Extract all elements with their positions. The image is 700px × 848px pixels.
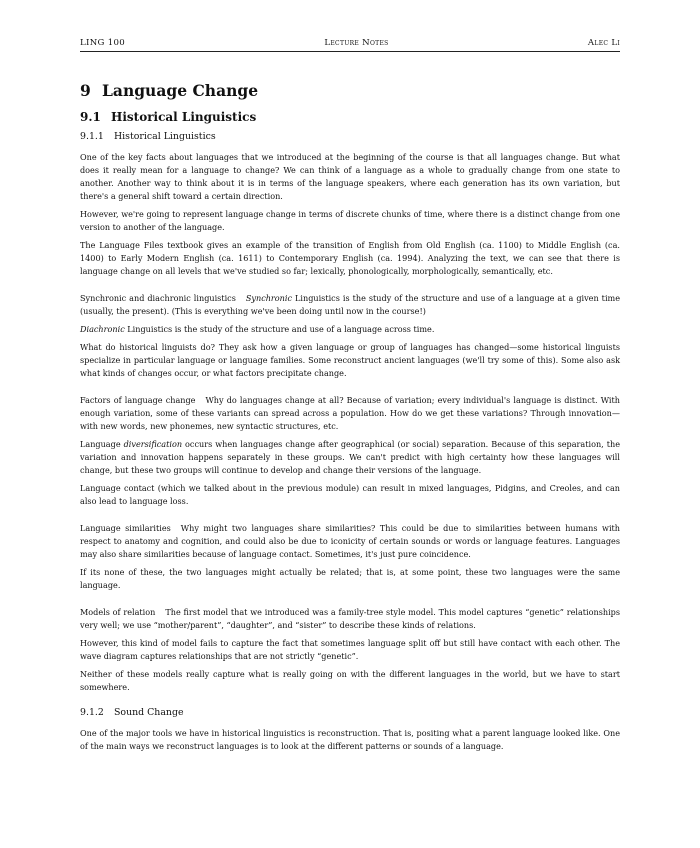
paragraph-models bbox=[80, 606, 620, 632]
header-course: LING 100 bbox=[80, 38, 126, 48]
term-synchronic: Synchronic bbox=[245, 293, 293, 303]
runin-heading: Language similarities bbox=[80, 523, 171, 533]
paragraph-text: The first model that we introduced was a family-tree style model. This model captures “genetic” relationships very well; we use “mother/parent”, “daughter”, and “sister” to describe these kinds of relations. bbox=[80, 607, 620, 630]
subsubsection-number: 9.1.1 bbox=[80, 131, 104, 142]
paragraph-text: Why do languages change at all? Because of variation; every individual's language is distinct. With enough variation, some of these variants can spread across a population. How do we get these variations? Through innovation—with new words, new phonemes, new syntactic structures, etc. bbox=[80, 395, 620, 431]
term-diachronic: Diachronic bbox=[80, 324, 125, 334]
paragraph: However, we're going to represent language change in terms of discrete chunks of time, where there is a distinct change from one version to another of the language. bbox=[80, 209, 620, 232]
header-title: Lecture Notes bbox=[324, 38, 389, 48]
paragraph: Language contact (which we talked about in the previous module) can result in mixed languages, Pidgins, and Creoles, and can also lead to language loss. bbox=[80, 483, 620, 506]
subsubsection-heading bbox=[80, 131, 620, 142]
running-header bbox=[80, 38, 620, 52]
subsection-number: 9.1 bbox=[80, 110, 101, 124]
paragraph-text: Why might two languages share similarities? This could be due to similarities between humans with respect to anatomy and cognition, and could also be due to iconicity of certain sounds or words or language features. Languages may also share similarities because of language contact. Sometimes, it's just pure coincidence. bbox=[80, 523, 620, 559]
runin-heading: Factors of language change bbox=[80, 395, 196, 405]
header-author: Alec Li bbox=[587, 38, 620, 48]
subsubsection-title: Historical Linguistics bbox=[114, 131, 216, 142]
subsection-heading bbox=[80, 110, 620, 124]
section-heading bbox=[80, 81, 620, 100]
paragraph-factors bbox=[80, 394, 620, 433]
subsubsection-heading bbox=[80, 707, 620, 718]
section-title: Language Change bbox=[102, 81, 259, 100]
paragraph: However, this kind of model fails to capture the fact that sometimes language split off but still have contact with each other. The wave diagram captures relationships that are not strictly “genetic”. bbox=[80, 638, 620, 661]
paragraph-text: Linguistics is the study of the structure and use of a language across time. bbox=[124, 324, 435, 334]
paragraph: One of the key facts about languages that we introduced at the beginning of the course is that all languages change. But what does it really mean for a language to change? We can think of a language as a whole to gradually change from one state to another. Another way to think about it is in terms of the language speakers, where each generation has its own variation, but there's a general shift toward a certain direction. bbox=[80, 152, 620, 201]
paragraph-text: occurs when languages change after geographical (or social) separation. Because of this separation, the variation and innovation happens separately in these groups. We can't predict with high certainty how these languages will change, but these two groups will continue to develop and change their versions of the language. bbox=[80, 439, 620, 475]
section-number: 9 bbox=[80, 81, 91, 100]
subsubsection-title: Sound Change bbox=[114, 707, 184, 718]
paragraph: What do historical linguists do? They ask how a given language or group of languages has changed—some historical linguists specialize in particular language or language families. Some reconstruct ancient languages (we'll try some of this). Some also ask what kinds of changes occur, or what factors precipitate change. bbox=[80, 342, 620, 378]
subsection-title: Historical Linguistics bbox=[111, 110, 257, 124]
paragraph-text: Linguistics is the study of the structure and use of a language at a given time (usually, the present). (This is everything we've been doing until now in the course!) bbox=[80, 293, 620, 316]
runin-heading: Models of relation bbox=[80, 607, 156, 617]
paragraph-diachronic bbox=[80, 323, 620, 336]
term-diversification: diversification bbox=[123, 439, 183, 449]
subsubsection-number: 9.1.2 bbox=[80, 707, 104, 718]
paragraph: If its none of these, the two languages might actually be related; that is, at some point, these two languages were the same language. bbox=[80, 567, 620, 590]
paragraph-similarities bbox=[80, 522, 620, 561]
paragraph-text: Language bbox=[80, 439, 124, 449]
paragraph: Neither of these models really capture what is really going on with the different languages in the world, but we have to start somewhere. bbox=[80, 669, 620, 692]
paragraph-diversification bbox=[80, 438, 620, 477]
document-page bbox=[80, 38, 620, 758]
paragraph-synchronic bbox=[80, 292, 620, 318]
runin-heading: Synchronic and diachronic linguistics bbox=[80, 293, 236, 303]
paragraph: The Language Files textbook gives an example of the transition of English from Old English (ca. 1100) to Middle English (ca. 1400) to Early Modern English (ca. 1611) to Contemporary English (ca. 1994). Analyzing the text, we can see that there is language change on all levels that we've studied so far; lexically, phonologically, morphologically, semantically, etc. bbox=[80, 240, 620, 276]
paragraph: One of the major tools we have in historical linguistics is reconstruction. That is, positing what a parent language looked like. One of the main ways we reconstruct languages is to look at the different patterns or sounds of a language. bbox=[80, 728, 620, 751]
